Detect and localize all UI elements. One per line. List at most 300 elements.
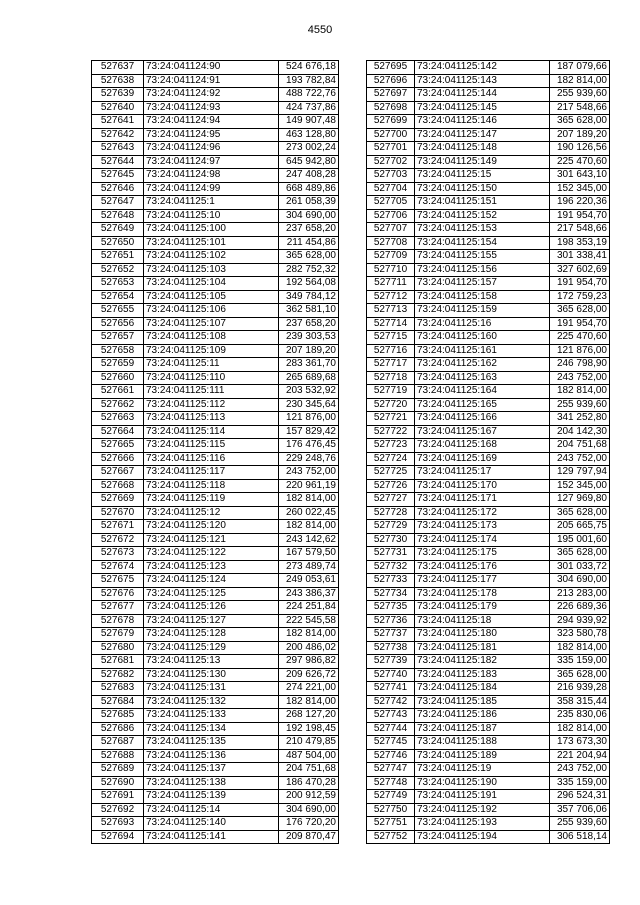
- cadastral-value-cell: 365 628,00: [550, 304, 610, 318]
- cadastral-value-cell: 323 580,78: [550, 628, 610, 642]
- cadastral-number-cell: 73:24:041125:164: [415, 385, 550, 399]
- record-number-cell: 527649: [92, 223, 144, 237]
- table-row: [367, 61, 610, 75]
- table-row: [92, 533, 339, 547]
- table-row: [92, 263, 339, 277]
- table-row: [367, 169, 610, 183]
- table-row: [367, 398, 610, 412]
- cadastral-number-cell: 73:24:041125:126: [144, 601, 279, 615]
- table-row: [367, 533, 610, 547]
- cadastral-number-cell: 73:24:041125:12: [144, 506, 279, 520]
- cadastral-number-cell: 73:24:041125:153: [415, 223, 550, 237]
- record-number-cell: 527733: [367, 574, 415, 588]
- table-row: [92, 641, 339, 655]
- cadastral-number-cell: 73:24:041125:105: [144, 290, 279, 304]
- record-number-cell: 527680: [92, 641, 144, 655]
- cadastral-number-cell: 73:24:041125:120: [144, 520, 279, 534]
- table-row: [92, 236, 339, 250]
- record-number-cell: 527688: [92, 749, 144, 763]
- cadastral-value-cell: 157 829,42: [279, 425, 339, 439]
- cadastral-number-cell: 73:24:041124:94: [144, 115, 279, 129]
- cadastral-number-cell: 73:24:041125:122: [144, 547, 279, 561]
- cadastral-value-cell: 207 189,20: [550, 128, 610, 142]
- cadastral-value-cell: 304 690,00: [279, 803, 339, 817]
- cadastral-number-cell: 73:24:041125:145: [415, 101, 550, 115]
- cadastral-number-cell: 73:24:041125:162: [415, 358, 550, 372]
- record-number-cell: 527656: [92, 317, 144, 331]
- table-row: [92, 223, 339, 237]
- table-row: [367, 385, 610, 399]
- record-number-cell: 527750: [367, 803, 415, 817]
- cadastral-value-cell: 488 722,76: [279, 88, 339, 102]
- cadastral-number-cell: 73:24:041125:158: [415, 290, 550, 304]
- cadastral-number-cell: 73:24:041125:108: [144, 331, 279, 345]
- table-row: [367, 331, 610, 345]
- cadastral-value-cell: 301 033,72: [550, 560, 610, 574]
- cadastral-value-cell: 243 752,00: [550, 371, 610, 385]
- table-row: [92, 182, 339, 196]
- cadastral-value-cell: 224 251,84: [279, 601, 339, 615]
- table-row: [367, 236, 610, 250]
- cadastral-value-cell: 210 479,85: [279, 736, 339, 750]
- table-row: [367, 128, 610, 142]
- table-row: [92, 74, 339, 88]
- record-number-cell: 527663: [92, 412, 144, 426]
- cadastral-number-cell: 73:24:041124:96: [144, 142, 279, 156]
- page-number: 4550: [307, 24, 333, 36]
- cadastral-number-cell: 73:24:041125:142: [415, 61, 550, 75]
- cadastral-value-cell: 365 628,00: [550, 547, 610, 561]
- cadastral-value-cell: 230 345,64: [279, 398, 339, 412]
- cadastral-value-cell: 235 830,06: [550, 709, 610, 723]
- cadastral-value-cell: 304 690,00: [550, 574, 610, 588]
- cadastral-value-cell: 172 759,23: [550, 290, 610, 304]
- record-number-cell: 527681: [92, 655, 144, 669]
- cadastral-number-cell: 73:24:041125:134: [144, 722, 279, 736]
- cadastral-value-cell: 463 128,80: [279, 128, 339, 142]
- cadastral-value-cell: 645 942,80: [279, 155, 339, 169]
- cadastral-number-cell: 73:24:041125:130: [144, 668, 279, 682]
- cadastral-number-cell: 73:24:041125:113: [144, 412, 279, 426]
- cadastral-number-cell: 73:24:041125:17: [415, 466, 550, 480]
- cadastral-number-cell: 73:24:041125:179: [415, 601, 550, 615]
- table-row: [92, 668, 339, 682]
- cadastral-value-cell: 243 752,00: [279, 466, 339, 480]
- cadastral-value-cell: 193 782,84: [279, 74, 339, 88]
- record-number-cell: 527686: [92, 722, 144, 736]
- cadastral-value-cell: 357 706,06: [550, 803, 610, 817]
- table-row: [367, 142, 610, 156]
- table-row: [367, 722, 610, 736]
- cadastral-value-cell: 362 581,10: [279, 304, 339, 318]
- cadastral-number-cell: 73:24:041125:136: [144, 749, 279, 763]
- cadastral-value-cell: 207 189,20: [279, 344, 339, 358]
- record-number-cell: 527724: [367, 452, 415, 466]
- record-number-cell: 527695: [367, 61, 415, 75]
- cadastral-number-cell: 73:24:041125:144: [415, 88, 550, 102]
- cadastral-number-cell: 73:24:041125:159: [415, 304, 550, 318]
- table-row: [92, 425, 339, 439]
- table-row: [92, 209, 339, 223]
- record-number-cell: 527706: [367, 209, 415, 223]
- record-number-cell: 527693: [92, 817, 144, 831]
- cadastral-value-cell: 190 126,56: [550, 142, 610, 156]
- cadastral-value-cell: 365 628,00: [279, 250, 339, 264]
- table-row: [367, 263, 610, 277]
- cadastral-number-cell: 73:24:041125:106: [144, 304, 279, 318]
- cadastral-number-cell: 73:24:041125:103: [144, 263, 279, 277]
- cadastral-value-cell: 306 518,14: [550, 830, 610, 844]
- record-number-cell: 527728: [367, 506, 415, 520]
- cadastral-value-cell: 283 361,70: [279, 358, 339, 372]
- record-number-cell: 527704: [367, 182, 415, 196]
- table-row: [92, 520, 339, 534]
- cadastral-value-cell: 225 470,60: [550, 331, 610, 345]
- record-number-cell: 527700: [367, 128, 415, 142]
- table-row: [367, 695, 610, 709]
- record-number-cell: 527749: [367, 790, 415, 804]
- cadastral-number-cell: 73:24:041125:160: [415, 331, 550, 345]
- cadastral-value-cell: 209 626,72: [279, 668, 339, 682]
- cadastral-value-cell: 365 628,00: [550, 506, 610, 520]
- cadastral-number-cell: 73:24:041125:18: [415, 614, 550, 628]
- cadastral-value-cell: 211 454,86: [279, 236, 339, 250]
- cadastral-value-cell: 296 524,31: [550, 790, 610, 804]
- record-number-cell: 527741: [367, 682, 415, 696]
- cadastral-value-cell: 182 814,00: [550, 722, 610, 736]
- cadastral-number-cell: 73:24:041125:155: [415, 250, 550, 264]
- cadastral-value-cell: 173 673,30: [550, 736, 610, 750]
- table-row: [367, 439, 610, 453]
- record-number-cell: 527736: [367, 614, 415, 628]
- record-number-cell: 527671: [92, 520, 144, 534]
- cadastral-number-cell: 73:24:041125:10: [144, 209, 279, 223]
- table-row: [367, 344, 610, 358]
- cadastral-value-cell: 255 939,60: [550, 88, 610, 102]
- cadastral-value-cell: 200 912,59: [279, 790, 339, 804]
- table-row: [367, 74, 610, 88]
- cadastral-number-cell: 73:24:041125:104: [144, 277, 279, 291]
- cadastral-value-cell: 205 665,75: [550, 520, 610, 534]
- record-number-cell: 527647: [92, 196, 144, 210]
- record-number-cell: 527638: [92, 74, 144, 88]
- cadastral-value-cell: 217 548,66: [550, 101, 610, 115]
- record-number-cell: 527696: [367, 74, 415, 88]
- record-number-cell: 527740: [367, 668, 415, 682]
- table-row: [92, 479, 339, 493]
- record-number-cell: 527722: [367, 425, 415, 439]
- register-table-left: [91, 60, 339, 844]
- record-number-cell: 527701: [367, 142, 415, 156]
- table-row: [367, 587, 610, 601]
- cadastral-value-cell: 182 814,00: [279, 695, 339, 709]
- table-row: [92, 506, 339, 520]
- table-row: [92, 61, 339, 75]
- table-row: [367, 493, 610, 507]
- table-row: [367, 425, 610, 439]
- cadastral-value-cell: 255 939,60: [550, 817, 610, 831]
- table-row: [367, 817, 610, 831]
- record-number-cell: 527650: [92, 236, 144, 250]
- cadastral-value-cell: 243 386,37: [279, 587, 339, 601]
- table-row: [92, 587, 339, 601]
- cadastral-value-cell: 274 221,00: [279, 682, 339, 696]
- cadastral-number-cell: 73:24:041125:168: [415, 439, 550, 453]
- cadastral-number-cell: 73:24:041125:156: [415, 263, 550, 277]
- table-row: [92, 439, 339, 453]
- table-row: [367, 655, 610, 669]
- table-row: [92, 466, 339, 480]
- table-row: [92, 709, 339, 723]
- cadastral-value-cell: 129 797,94: [550, 466, 610, 480]
- record-number-cell: 527702: [367, 155, 415, 169]
- cadastral-value-cell: 182 814,00: [279, 493, 339, 507]
- cadastral-value-cell: 204 751,68: [279, 763, 339, 777]
- record-number-cell: 527651: [92, 250, 144, 264]
- table-row: [92, 722, 339, 736]
- table-row: [92, 277, 339, 291]
- cadastral-value-cell: 365 628,00: [550, 115, 610, 129]
- record-number-cell: 527668: [92, 479, 144, 493]
- cadastral-value-cell: 203 532,92: [279, 385, 339, 399]
- cadastral-number-cell: 73:24:041124:98: [144, 169, 279, 183]
- record-number-cell: 527714: [367, 317, 415, 331]
- record-number-cell: 527731: [367, 547, 415, 561]
- cadastral-number-cell: 73:24:041125:185: [415, 695, 550, 709]
- table-row: [92, 304, 339, 318]
- cadastral-number-cell: 73:24:041124:97: [144, 155, 279, 169]
- cadastral-number-cell: 73:24:041125:163: [415, 371, 550, 385]
- cadastral-number-cell: 73:24:041125:139: [144, 790, 279, 804]
- record-number-cell: 527645: [92, 169, 144, 183]
- cadastral-number-cell: 73:24:041125:114: [144, 425, 279, 439]
- record-number-cell: 527711: [367, 277, 415, 291]
- record-number-cell: 527648: [92, 209, 144, 223]
- cadastral-value-cell: 261 058,39: [279, 196, 339, 210]
- record-number-cell: 527691: [92, 790, 144, 804]
- table-row: [92, 358, 339, 372]
- record-number-cell: 527710: [367, 263, 415, 277]
- record-number-cell: 527653: [92, 277, 144, 291]
- cadastral-number-cell: 73:24:041125:187: [415, 722, 550, 736]
- record-number-cell: 527639: [92, 88, 144, 102]
- record-number-cell: 527687: [92, 736, 144, 750]
- cadastral-number-cell: 73:24:041125:125: [144, 587, 279, 601]
- cadastral-value-cell: 225 470,60: [550, 155, 610, 169]
- cadastral-number-cell: 73:24:041125:191: [415, 790, 550, 804]
- cadastral-number-cell: 73:24:041125:147: [415, 128, 550, 142]
- table-row: [92, 385, 339, 399]
- table-row: [367, 452, 610, 466]
- record-number-cell: 527642: [92, 128, 144, 142]
- cadastral-number-cell: 73:24:041125:166: [415, 412, 550, 426]
- cadastral-number-cell: 73:24:041125:121: [144, 533, 279, 547]
- table-row: [367, 560, 610, 574]
- table-row: [367, 155, 610, 169]
- record-number-cell: 527666: [92, 452, 144, 466]
- record-number-cell: 527690: [92, 776, 144, 790]
- cadastral-value-cell: 152 345,00: [550, 182, 610, 196]
- record-number-cell: 527742: [367, 695, 415, 709]
- cadastral-number-cell: 73:24:041125:170: [415, 479, 550, 493]
- cadastral-number-cell: 73:24:041125:149: [415, 155, 550, 169]
- cadastral-value-cell: 198 353,19: [550, 236, 610, 250]
- table-row: [367, 371, 610, 385]
- record-number-cell: 527665: [92, 439, 144, 453]
- cadastral-number-cell: 73:24:041125:184: [415, 682, 550, 696]
- cadastral-number-cell: 73:24:041125:194: [415, 830, 550, 844]
- table-row: [367, 101, 610, 115]
- cadastral-number-cell: 73:24:041125:167: [415, 425, 550, 439]
- record-number-cell: 527679: [92, 628, 144, 642]
- record-number-cell: 527644: [92, 155, 144, 169]
- table-row: [92, 574, 339, 588]
- table-row: [367, 574, 610, 588]
- record-number-cell: 527734: [367, 587, 415, 601]
- cadastral-value-cell: 182 814,00: [279, 520, 339, 534]
- table-row: [367, 682, 610, 696]
- table-row: [92, 317, 339, 331]
- cadastral-number-cell: 73:24:041125:157: [415, 277, 550, 291]
- cadastral-number-cell: 73:24:041125:165: [415, 398, 550, 412]
- table-row: [367, 250, 610, 264]
- table-row: [92, 169, 339, 183]
- cadastral-value-cell: 365 628,00: [550, 668, 610, 682]
- cadastral-number-cell: 73:24:041125:178: [415, 587, 550, 601]
- cadastral-number-cell: 73:24:041125:150: [415, 182, 550, 196]
- cadastral-number-cell: 73:24:041125:148: [415, 142, 550, 156]
- cadastral-value-cell: 424 737,86: [279, 101, 339, 115]
- table-row: [92, 88, 339, 102]
- table-row: [92, 560, 339, 574]
- cadastral-number-cell: 73:24:041124:93: [144, 101, 279, 115]
- cadastral-number-cell: 73:24:041125:15: [415, 169, 550, 183]
- cadastral-value-cell: 255 939,60: [550, 398, 610, 412]
- record-number-cell: 527726: [367, 479, 415, 493]
- cadastral-value-cell: 152 345,00: [550, 479, 610, 493]
- record-number-cell: 527747: [367, 763, 415, 777]
- table-row: [92, 830, 339, 844]
- table-row: [367, 304, 610, 318]
- cadastral-number-cell: 73:24:041125:154: [415, 236, 550, 250]
- table-row: [367, 88, 610, 102]
- table-row: [367, 290, 610, 304]
- cadastral-value-cell: 192 564,08: [279, 277, 339, 291]
- record-number-cell: 527703: [367, 169, 415, 183]
- record-number-cell: 527739: [367, 655, 415, 669]
- table-row: [367, 628, 610, 642]
- cadastral-number-cell: 73:24:041125:131: [144, 682, 279, 696]
- cadastral-value-cell: 213 283,00: [550, 587, 610, 601]
- record-number-cell: 527743: [367, 709, 415, 723]
- record-number-cell: 527715: [367, 331, 415, 345]
- table-row: [92, 290, 339, 304]
- record-number-cell: 527660: [92, 371, 144, 385]
- cadastral-number-cell: 73:24:041125:123: [144, 560, 279, 574]
- record-number-cell: 527677: [92, 601, 144, 615]
- table-row: [92, 547, 339, 561]
- record-number-cell: 527675: [92, 574, 144, 588]
- cadastral-number-cell: 73:24:041124:90: [144, 61, 279, 75]
- record-number-cell: 527682: [92, 668, 144, 682]
- table-row: [367, 412, 610, 426]
- cadastral-number-cell: 73:24:041125:14: [144, 803, 279, 817]
- cadastral-value-cell: 237 658,20: [279, 223, 339, 237]
- record-number-cell: 527751: [367, 817, 415, 831]
- table-row: [367, 506, 610, 520]
- record-number-cell: 527684: [92, 695, 144, 709]
- table-row: [92, 614, 339, 628]
- table-row: [92, 763, 339, 777]
- cadastral-value-cell: 246 798,90: [550, 358, 610, 372]
- cadastral-number-cell: 73:24:041125:173: [415, 520, 550, 534]
- record-number-cell: 527752: [367, 830, 415, 844]
- cadastral-number-cell: 73:24:041125:183: [415, 668, 550, 682]
- record-number-cell: 527641: [92, 115, 144, 129]
- cadastral-number-cell: 73:24:041124:95: [144, 128, 279, 142]
- record-number-cell: 527712: [367, 290, 415, 304]
- record-number-cell: 527685: [92, 709, 144, 723]
- cadastral-number-cell: 73:24:041125:115: [144, 439, 279, 453]
- record-number-cell: 527699: [367, 115, 415, 129]
- record-number-cell: 527689: [92, 763, 144, 777]
- record-number-cell: 527735: [367, 601, 415, 615]
- cadastral-number-cell: 73:24:041125:188: [415, 736, 550, 750]
- cadastral-value-cell: 282 752,32: [279, 263, 339, 277]
- table-row: [367, 520, 610, 534]
- table-row: [367, 196, 610, 210]
- cadastral-number-cell: 73:24:041125:180: [415, 628, 550, 642]
- cadastral-number-cell: 73:24:041125:124: [144, 574, 279, 588]
- cadastral-number-cell: 73:24:041124:99: [144, 182, 279, 196]
- record-number-cell: 527723: [367, 439, 415, 453]
- table-row: [367, 479, 610, 493]
- cadastral-value-cell: 524 676,18: [279, 61, 339, 75]
- cadastral-value-cell: 260 022,45: [279, 506, 339, 520]
- cadastral-value-cell: 187 079,66: [550, 61, 610, 75]
- cadastral-value-cell: 149 907,48: [279, 115, 339, 129]
- cadastral-value-cell: 176 720,20: [279, 817, 339, 831]
- cadastral-value-cell: 247 408,28: [279, 169, 339, 183]
- cadastral-value-cell: 204 751,68: [550, 439, 610, 453]
- cadastral-number-cell: 73:24:041125:109: [144, 344, 279, 358]
- cadastral-value-cell: 200 486,02: [279, 641, 339, 655]
- record-number-cell: 527738: [367, 641, 415, 655]
- record-number-cell: 527643: [92, 142, 144, 156]
- record-number-cell: 527708: [367, 236, 415, 250]
- record-number-cell: 527661: [92, 385, 144, 399]
- cadastral-number-cell: 73:24:041125:116: [144, 452, 279, 466]
- cadastral-value-cell: 327 602,69: [550, 263, 610, 277]
- cadastral-number-cell: 73:24:041125:119: [144, 493, 279, 507]
- cadastral-value-cell: 226 689,36: [550, 601, 610, 615]
- cadastral-number-cell: 73:24:041125:110: [144, 371, 279, 385]
- cadastral-value-cell: 196 220,36: [550, 196, 610, 210]
- table-row: [367, 209, 610, 223]
- record-number-cell: 527667: [92, 466, 144, 480]
- table-row: [92, 493, 339, 507]
- cadastral-number-cell: 73:24:041125:100: [144, 223, 279, 237]
- cadastral-value-cell: 220 961,19: [279, 479, 339, 493]
- table-row: [367, 749, 610, 763]
- cadastral-value-cell: 243 142,62: [279, 533, 339, 547]
- cadastral-value-cell: 335 159,00: [550, 655, 610, 669]
- table-row: [92, 695, 339, 709]
- cadastral-value-cell: 182 814,00: [550, 74, 610, 88]
- record-number-cell: 527718: [367, 371, 415, 385]
- cadastral-number-cell: 73:24:041125:129: [144, 641, 279, 655]
- record-number-cell: 527744: [367, 722, 415, 736]
